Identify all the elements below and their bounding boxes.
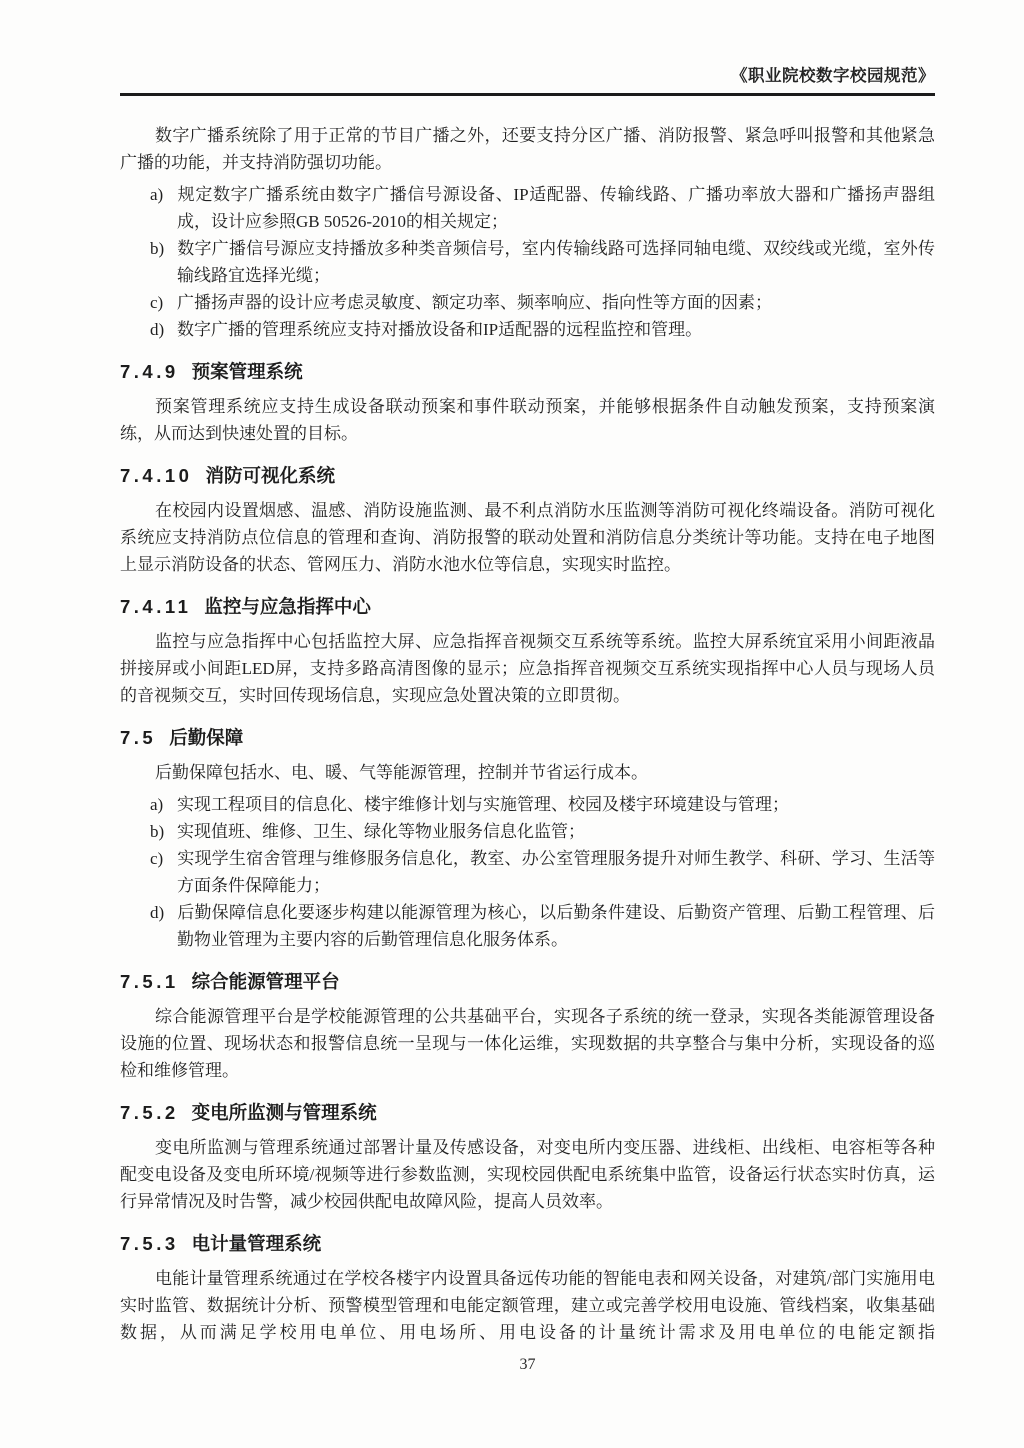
list-item-text: 数字广播信号源应支持播放多种类音频信号，室内传输线路可选择同轴电缆、双绞线或光缆，室外传输线路宜选择光缆； [177, 239, 935, 285]
list-item-marker: a) [150, 795, 164, 814]
header-rule [120, 93, 935, 96]
list-item [150, 316, 935, 343]
paragraph: 监控与应急指挥中心包括监控大屏、应急指挥音视频交互系统等系统。监控大屏系统宜采用小间距液晶拼接屏或小间距LED屏，支持多路高清图像的显示；应急指挥音视频交互系统实现指挥中心人员与现场人员的音视频交互，实时回传现场信息，实现应急处置决策的立即贯彻。 [120, 632, 935, 705]
list-item-marker: a) [150, 185, 164, 204]
list-item [150, 818, 935, 845]
section-heading-7-4-10 [120, 462, 935, 488]
list-item [150, 235, 935, 289]
list-item-marker: b) [150, 822, 165, 841]
section-number: 7.5.2 [120, 1102, 179, 1123]
section-number: 7.4.10 [120, 465, 193, 486]
list-item-text: 实现学生宿舍管理与维修服务信息化，教室、办公室管理服务提升对师生教学、科研、学习、生活等方面条件保障能力； [177, 849, 935, 895]
section-title: 消防可视化系统 [205, 465, 335, 486]
list-item-text: 数字广播的管理系统应支持对播放设备和IP适配器的远程监控和管理。 [177, 320, 703, 339]
paragraph: 电能计量管理系统通过在学校各楼宇内设置具备远传功能的智能电表和网关设备，对建筑/部门实施用电实时监管、数据统计分析、预警模型管理和电能定额管理，建立或完善学校用电设施、管线档案，收集基础数据，从而满足学校用电单位、用电场所、用电设备的计量统计需求及用电单位的电能定额指 [120, 1269, 935, 1342]
list-item [150, 791, 935, 818]
list-item-marker: c) [150, 293, 164, 312]
list-item [150, 289, 935, 316]
lettered-list [120, 791, 935, 953]
section-number: 7.5.1 [120, 971, 179, 992]
paragraph: 预案管理系统应支持生成设备联动预案和事件联动预案，并能够根据条件自动触发预案，支持预案演练，从而达到快速处置的目标。 [120, 397, 935, 443]
list-item-text: 规定数字广播系统由数字广播信号源设备、IP适配器、传输线路、广播功率放大器和广播扬声器组成，设计应参照GB 50526-2010的相关规定； [177, 185, 935, 231]
section-title: 预案管理系统 [191, 361, 303, 382]
page-header [120, 62, 935, 96]
section-number: 7.4.9 [120, 361, 179, 382]
list-item-marker: d) [150, 320, 165, 339]
section-heading-7-5-3 [120, 1230, 935, 1256]
page-number: 37 [519, 1356, 536, 1373]
paragraph: 数字广播系统除了用于正常的节目广播之外，还要支持分区广播、消防报警、紧急呼叫报警和其他紧急广播的功能，并支持消防强切功能。 [120, 126, 935, 172]
list-item-text: 实现值班、维修、卫生、绿化等物业服务信息化监管； [177, 822, 585, 841]
section-title: 电计量管理系统 [191, 1233, 322, 1254]
section-number: 7.5 [120, 727, 157, 748]
list-item-text: 实现工程项目的信息化、楼宇维修计划与实施管理、校园及楼宇环境建设与管理； [177, 795, 789, 814]
section-number: 7.5.3 [120, 1233, 179, 1254]
list-item-marker: c) [150, 849, 164, 868]
list-item-text: 广播扬声器的设计应考虑灵敏度、额定功率、频率响应、指向性等方面的因素； [177, 293, 772, 312]
section-title: 监控与应急指挥中心 [204, 596, 371, 617]
list-item-marker: d) [150, 903, 165, 922]
section-heading-7-5 [120, 724, 935, 750]
list-item [150, 181, 935, 235]
list-item-marker: b) [150, 239, 165, 258]
paragraph: 变电所监测与管理系统通过部署计量及传感设备，对变电所内变压器、进线柜、出线柜、电容柜等各种配变电设备及变电所环境/视频等进行参数监测，实现校园供配电系统集中监管，设备运行状态实时仿真，运行异常情况及时告警，减少校园供配电故障风险，提高人员效率。 [120, 1138, 935, 1211]
lettered-list [120, 181, 935, 343]
section-title: 变电所监测与管理系统 [191, 1102, 377, 1123]
document-body [120, 122, 935, 1346]
paragraph: 在校园内设置烟感、温感、消防设施监测、最不利点消防水压监测等消防可视化终端设备。消防可视化系统应支持消防点位信息的管理和查询、消防报警的联动处置和消防信息分类统计等功能。支持在电子地图上显示消防设备的状态、管网压力、消防水池水位等信息，实现实时监控。 [120, 501, 935, 574]
section-heading-7-5-2 [120, 1099, 935, 1125]
section-title: 综合能源管理平台 [191, 971, 340, 992]
list-item [150, 845, 935, 899]
paragraph: 后勤保障包括水、电、暖、气等能源管理，控制并节省运行成本。 [155, 763, 648, 782]
section-heading-7-5-1 [120, 968, 935, 994]
list-item [150, 899, 935, 953]
list-item-text: 后勤保障信息化要逐步构建以能源管理为核心，以后勤条件建设、后勤资产管理、后勤工程管理、后勤物业管理为主要内容的后勤管理信息化服务体系。 [177, 903, 935, 949]
section-number: 7.4.11 [120, 596, 192, 617]
section-heading-7-4-9 [120, 358, 935, 384]
section-heading-7-4-11 [120, 593, 935, 619]
section-title: 后勤保障 [169, 727, 244, 748]
paragraph: 综合能源管理平台是学校能源管理的公共基础平台，实现各子系统的统一登录，实现各类能源管理设备设施的位置、现场状态和报警信息统一呈现与一体化运维，实现数据的共享整合与集中分析，实现设备的巡检和维修管理。 [120, 1007, 935, 1080]
running-head-title: 《职业院校数字校园规范》 [731, 66, 935, 85]
